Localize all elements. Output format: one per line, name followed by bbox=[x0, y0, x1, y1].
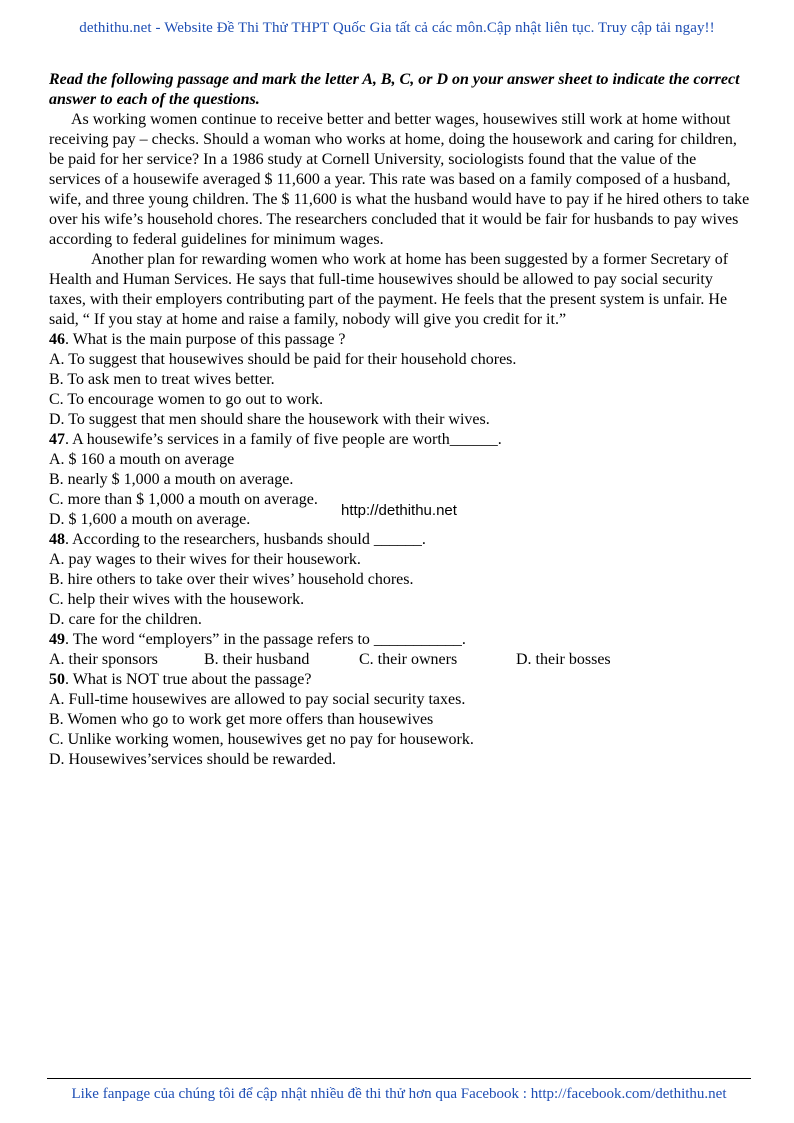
option-50-b: B. Women who go to work get more offers than housewives bbox=[49, 711, 434, 728]
passage-paragraph-1: As working women continue to receive better and better wages, housewives still work at home without receiving pay – checks. Should a woman who works at home, doing the housework and caring for children, be paid for her service? In a 1986 study at Cornell University, sociologists found that the value of the services of a housewife averaged $ 11,600 a year. This rate was based on a family composed of a husband, wife, and three young children. The $ 11,600 is what the husband would have to pay if he hired others to take over his wife’s household chores. The researchers concluded that it would be fair for husbands to pay wives according to federal guidelines for minimum wages. bbox=[49, 111, 750, 248]
option-48-d: D. care for the children. bbox=[49, 611, 202, 628]
option-47-a: A. $ 160 a mouth on average bbox=[49, 451, 235, 468]
question-50 bbox=[49, 670, 751, 690]
option-47-d: D. $ 1,600 a mouth on average. bbox=[49, 511, 251, 528]
options-49 bbox=[49, 650, 751, 670]
option-48-b: B. hire others to take over their wives’ household chores. bbox=[49, 571, 414, 588]
option-47-b: B. nearly $ 1,000 a mouth on average. bbox=[49, 471, 294, 488]
option-49-d: D. their bosses bbox=[516, 651, 611, 668]
question-number: 49 bbox=[49, 631, 65, 648]
option-46-a: A. To suggest that housewives should be paid for their household chores. bbox=[49, 351, 517, 368]
option-47-c: C. more than $ 1,000 a mouth on average. bbox=[49, 491, 318, 508]
question-49 bbox=[49, 630, 751, 650]
question-number: 47 bbox=[49, 431, 65, 448]
option-46-d: D. To suggest that men should share the housework with their wives. bbox=[49, 411, 490, 428]
option-50-c: C. Unlike working women, housewives get no pay for housework. bbox=[49, 731, 474, 748]
question-46 bbox=[49, 330, 751, 350]
option-50-d: D. Housewives’services should be rewarded. bbox=[49, 751, 337, 768]
option-48-c: C. help their wives with the housework. bbox=[49, 591, 305, 608]
option-49-c: C. their owners bbox=[359, 651, 458, 668]
passage-paragraph-2: Another plan for rewarding women who work at home has been suggested by a former Secretary of Health and Human Services. He says that full-time housewives should be allowed to pay social security taxes, with their employers contributing part of the payment. He feels that the present system is unfair. He said, “ If you stay at home and raise a family, nobody will give you credit for it.” bbox=[49, 251, 729, 328]
question-number: 46 bbox=[49, 331, 65, 348]
page-header: dethithu.net - Website Đề Thi Thử THPT Quốc Gia tất cả các môn.Cập nhật liên tục. Truy cập tải ngay!! bbox=[79, 20, 715, 36]
option-46-c: C. To encourage women to go out to work. bbox=[49, 391, 324, 408]
document-body bbox=[49, 70, 751, 770]
question-text: . What is the main purpose of this passage ? bbox=[65, 331, 346, 348]
option-49-a: A. their sponsors bbox=[49, 651, 158, 668]
instruction-text: Read the following passage and mark the letter A, B, C, or D on your answer sheet to indicate the correct answer to each of the questions. bbox=[49, 71, 740, 108]
question-text: . A housewife’s services in a family of five people are worth______. bbox=[65, 431, 502, 448]
question-text: . According to the researchers, husbands should ______. bbox=[65, 531, 426, 548]
question-text: . The word “employers” in the passage refers to ___________. bbox=[65, 631, 466, 648]
question-number: 50 bbox=[49, 671, 65, 688]
watermark-link: http://dethithu.net bbox=[341, 502, 457, 519]
page-footer: Like fanpage của chúng tôi để cập nhật nhiều đề thi thử hơn qua Facebook : http://facebook.com/dethithu.net bbox=[71, 1086, 727, 1102]
question-48 bbox=[49, 530, 751, 550]
question-text: . What is NOT true about the passage? bbox=[65, 671, 312, 688]
option-49-b: B. their husband bbox=[204, 651, 310, 668]
option-48-a: A. pay wages to their wives for their housework. bbox=[49, 551, 361, 568]
question-number: 48 bbox=[49, 531, 65, 548]
option-50-a: A. Full-time housewives are allowed to pay social security taxes. bbox=[49, 691, 466, 708]
option-46-b: B. To ask men to treat wives better. bbox=[49, 371, 275, 388]
footer-divider bbox=[47, 1078, 751, 1079]
question-47 bbox=[49, 430, 751, 450]
